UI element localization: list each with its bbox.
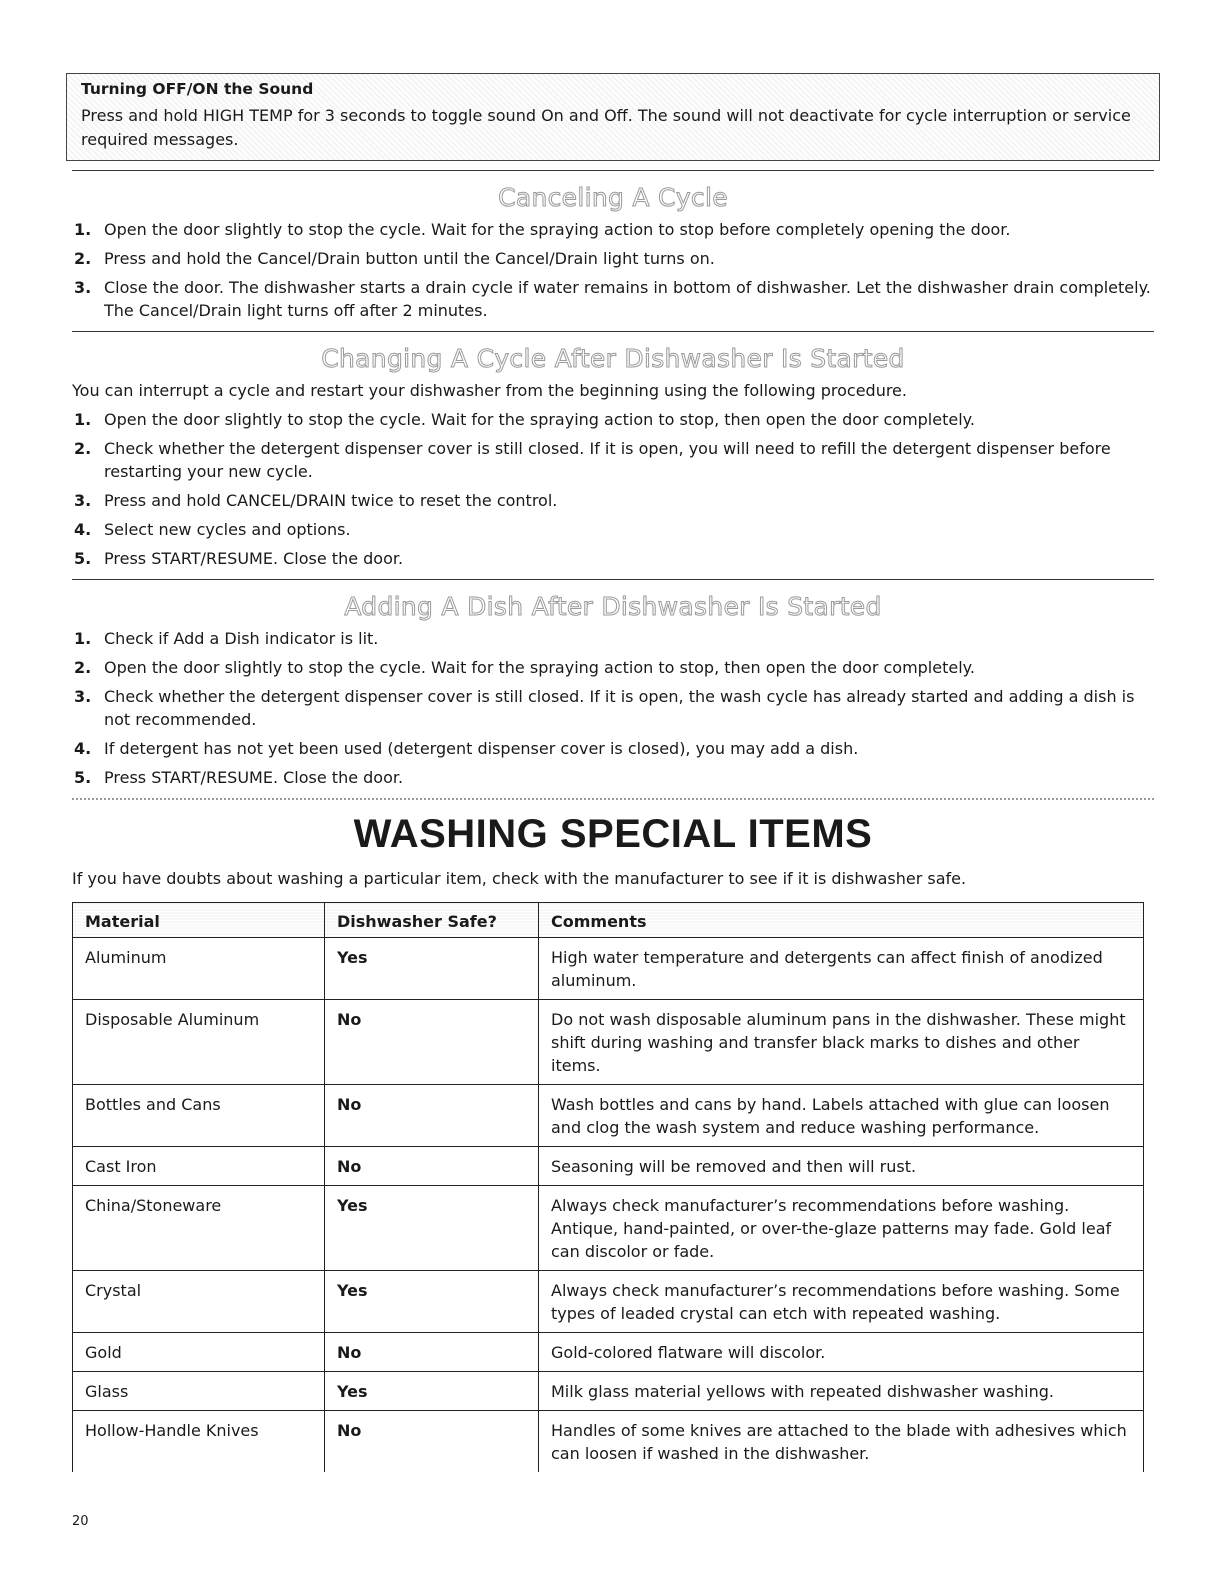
adding-title: Adding A Dish After Dishwasher Is Started bbox=[344, 592, 882, 621]
step-text: Open the door slightly to stop the cycle. Wait for the spraying action to stop, then open the door completely. bbox=[104, 658, 975, 677]
page-content bbox=[72, 73, 1154, 1472]
list-item bbox=[72, 627, 1154, 650]
table-header-row bbox=[73, 903, 1144, 938]
list-item bbox=[72, 518, 1154, 541]
step-number: 4. bbox=[74, 520, 92, 539]
cell-material: Cast Iron bbox=[73, 1147, 325, 1186]
step-number: 2. bbox=[74, 439, 92, 458]
list-item bbox=[72, 276, 1154, 322]
table-row bbox=[73, 938, 1144, 1000]
step-text: If detergent has not yet been used (detergent dispenser cover is closed), you may add a dish. bbox=[104, 739, 859, 758]
cell-comment: Always check manufacturer’s recommendations before washing. Antique, hand-painted, or over-the-glaze patterns may fade. Gold leaf can discolor or fade. bbox=[539, 1186, 1144, 1271]
step-text: Open the door slightly to stop the cycle. Wait for the spraying action to stop before completely opening the door. bbox=[104, 220, 1011, 239]
special-items-lead: If you have doubts about washing a particular item, check with the manufacturer to see if it is dishwasher safe. bbox=[72, 869, 967, 888]
cell-safe: Yes bbox=[325, 1372, 539, 1411]
cell-comment: Gold-colored flatware will discolor. bbox=[539, 1333, 1144, 1372]
cell-safe: No bbox=[325, 1000, 539, 1085]
step-text: Press and hold the Cancel/Drain button until the Cancel/Drain light turns on. bbox=[104, 249, 715, 268]
cell-safe: Yes bbox=[325, 938, 539, 1000]
step-text: Open the door slightly to stop the cycle. Wait for the spraying action to stop, then open the door completely. bbox=[104, 410, 975, 429]
cell-safe: No bbox=[325, 1085, 539, 1147]
header-dishwasher-safe: Dishwasher Safe? bbox=[325, 903, 539, 938]
adding-steps bbox=[72, 627, 1154, 789]
table-row bbox=[73, 1372, 1144, 1411]
table-row bbox=[73, 1147, 1144, 1186]
cell-comment: Seasoning will be removed and then will rust. bbox=[539, 1147, 1144, 1186]
cell-safe: No bbox=[325, 1333, 539, 1372]
cell-comment: High water temperature and detergents can affect finish of anodized aluminum. bbox=[539, 938, 1144, 1000]
table-row bbox=[73, 1186, 1144, 1271]
list-item bbox=[72, 408, 1154, 431]
list-item bbox=[72, 737, 1154, 760]
list-item bbox=[72, 685, 1154, 731]
step-text: Check if Add a Dish indicator is lit. bbox=[104, 629, 379, 648]
list-item bbox=[72, 437, 1154, 483]
step-number: 2. bbox=[74, 249, 92, 268]
cell-material: Hollow-Handle Knives bbox=[73, 1411, 325, 1473]
step-number: 5. bbox=[74, 768, 92, 787]
list-item bbox=[72, 547, 1154, 570]
step-number: 1. bbox=[74, 629, 92, 648]
cell-comment: Milk glass material yellows with repeated dishwasher washing. bbox=[539, 1372, 1144, 1411]
page-number: 20 bbox=[72, 1514, 89, 1529]
step-text: Check whether the detergent dispenser cover is still closed. If it is open, you will need to refill the detergent dispenser before restarting your new cycle. bbox=[104, 439, 1111, 481]
step-number: 1. bbox=[74, 410, 92, 429]
special-items-table bbox=[72, 902, 1144, 1472]
sound-note-text: Press and hold HIGH TEMP for 3 seconds to toggle sound On and Off. The sound will not deactivate for cycle interruption or service required messages. bbox=[81, 106, 1131, 149]
cell-safe: No bbox=[325, 1411, 539, 1473]
cell-safe: Yes bbox=[325, 1271, 539, 1333]
cell-comment: Wash bottles and cans by hand. Labels attached with glue can loosen and clog the wash system and reduce washing performance. bbox=[539, 1085, 1144, 1147]
list-item bbox=[72, 218, 1154, 241]
step-text: Select new cycles and options. bbox=[104, 520, 351, 539]
step-number: 3. bbox=[74, 491, 92, 510]
step-number: 2. bbox=[74, 658, 92, 677]
step-text: Check whether the detergent dispenser cover is still closed. If it is open, the wash cycle has already started and adding a dish is not recommended. bbox=[104, 687, 1135, 729]
cell-material: Crystal bbox=[73, 1271, 325, 1333]
cell-comment: Do not wash disposable aluminum pans in the dishwasher. These might shift during washing and transfer black marks to dishes and other items. bbox=[539, 1000, 1144, 1085]
changing-steps bbox=[72, 408, 1154, 570]
cell-material: Glass bbox=[73, 1372, 325, 1411]
cell-material: Aluminum bbox=[73, 938, 325, 1000]
step-text: Press START/RESUME. Close the door. bbox=[104, 768, 404, 787]
cell-safe: No bbox=[325, 1147, 539, 1186]
step-text: Close the door. The dishwasher starts a drain cycle if water remains in bottom of dishwasher. Let the dishwasher drain completely. The Cancel/Drain light turns off after 2 minutes. bbox=[104, 278, 1151, 320]
changing-intro: You can interrupt a cycle and restart your dishwasher from the beginning using the following procedure. bbox=[72, 381, 907, 400]
header-material: Material bbox=[73, 903, 325, 938]
step-text: Press and hold CANCEL/DRAIN twice to reset the control. bbox=[104, 491, 558, 510]
step-number: 3. bbox=[74, 687, 92, 706]
header-comments: Comments bbox=[539, 903, 1144, 938]
cell-safe: Yes bbox=[325, 1186, 539, 1271]
special-items-title: WASHING SPECIAL ITEMS bbox=[353, 812, 873, 856]
cell-material: Gold bbox=[73, 1333, 325, 1372]
list-item bbox=[72, 247, 1154, 270]
table-row bbox=[73, 1271, 1144, 1333]
changing-title: Changing A Cycle After Dishwasher Is Started bbox=[321, 344, 905, 373]
cell-material: China/Stoneware bbox=[73, 1186, 325, 1271]
cell-comment: Handles of some knives are attached to the blade with adhesives which can loosen if washed in the dishwasher. bbox=[539, 1411, 1144, 1473]
list-item bbox=[72, 656, 1154, 679]
cell-material: Bottles and Cans bbox=[73, 1085, 325, 1147]
section-divider bbox=[72, 331, 1154, 332]
cell-material: Disposable Aluminum bbox=[73, 1000, 325, 1085]
sound-note-title: Turning OFF/ON the Sound bbox=[81, 80, 314, 98]
section-divider bbox=[72, 579, 1154, 580]
sound-note-box bbox=[66, 73, 1160, 161]
cell-comment: Always check manufacturer’s recommendations before washing. Some types of leaded crystal can etch with repeated washing. bbox=[539, 1271, 1144, 1333]
step-number: 3. bbox=[74, 278, 92, 297]
table-row bbox=[73, 1333, 1144, 1372]
section-divider bbox=[72, 798, 1154, 800]
canceling-steps bbox=[72, 218, 1154, 322]
table-row bbox=[73, 1411, 1144, 1473]
list-item bbox=[72, 489, 1154, 512]
table-row bbox=[73, 1085, 1144, 1147]
table-row bbox=[73, 1000, 1144, 1085]
section-divider bbox=[72, 170, 1154, 171]
step-text: Press START/RESUME. Close the door. bbox=[104, 549, 404, 568]
step-number: 5. bbox=[74, 549, 92, 568]
step-number: 1. bbox=[74, 220, 92, 239]
canceling-title: Canceling A Cycle bbox=[498, 183, 728, 212]
list-item bbox=[72, 766, 1154, 789]
step-number: 4. bbox=[74, 739, 92, 758]
